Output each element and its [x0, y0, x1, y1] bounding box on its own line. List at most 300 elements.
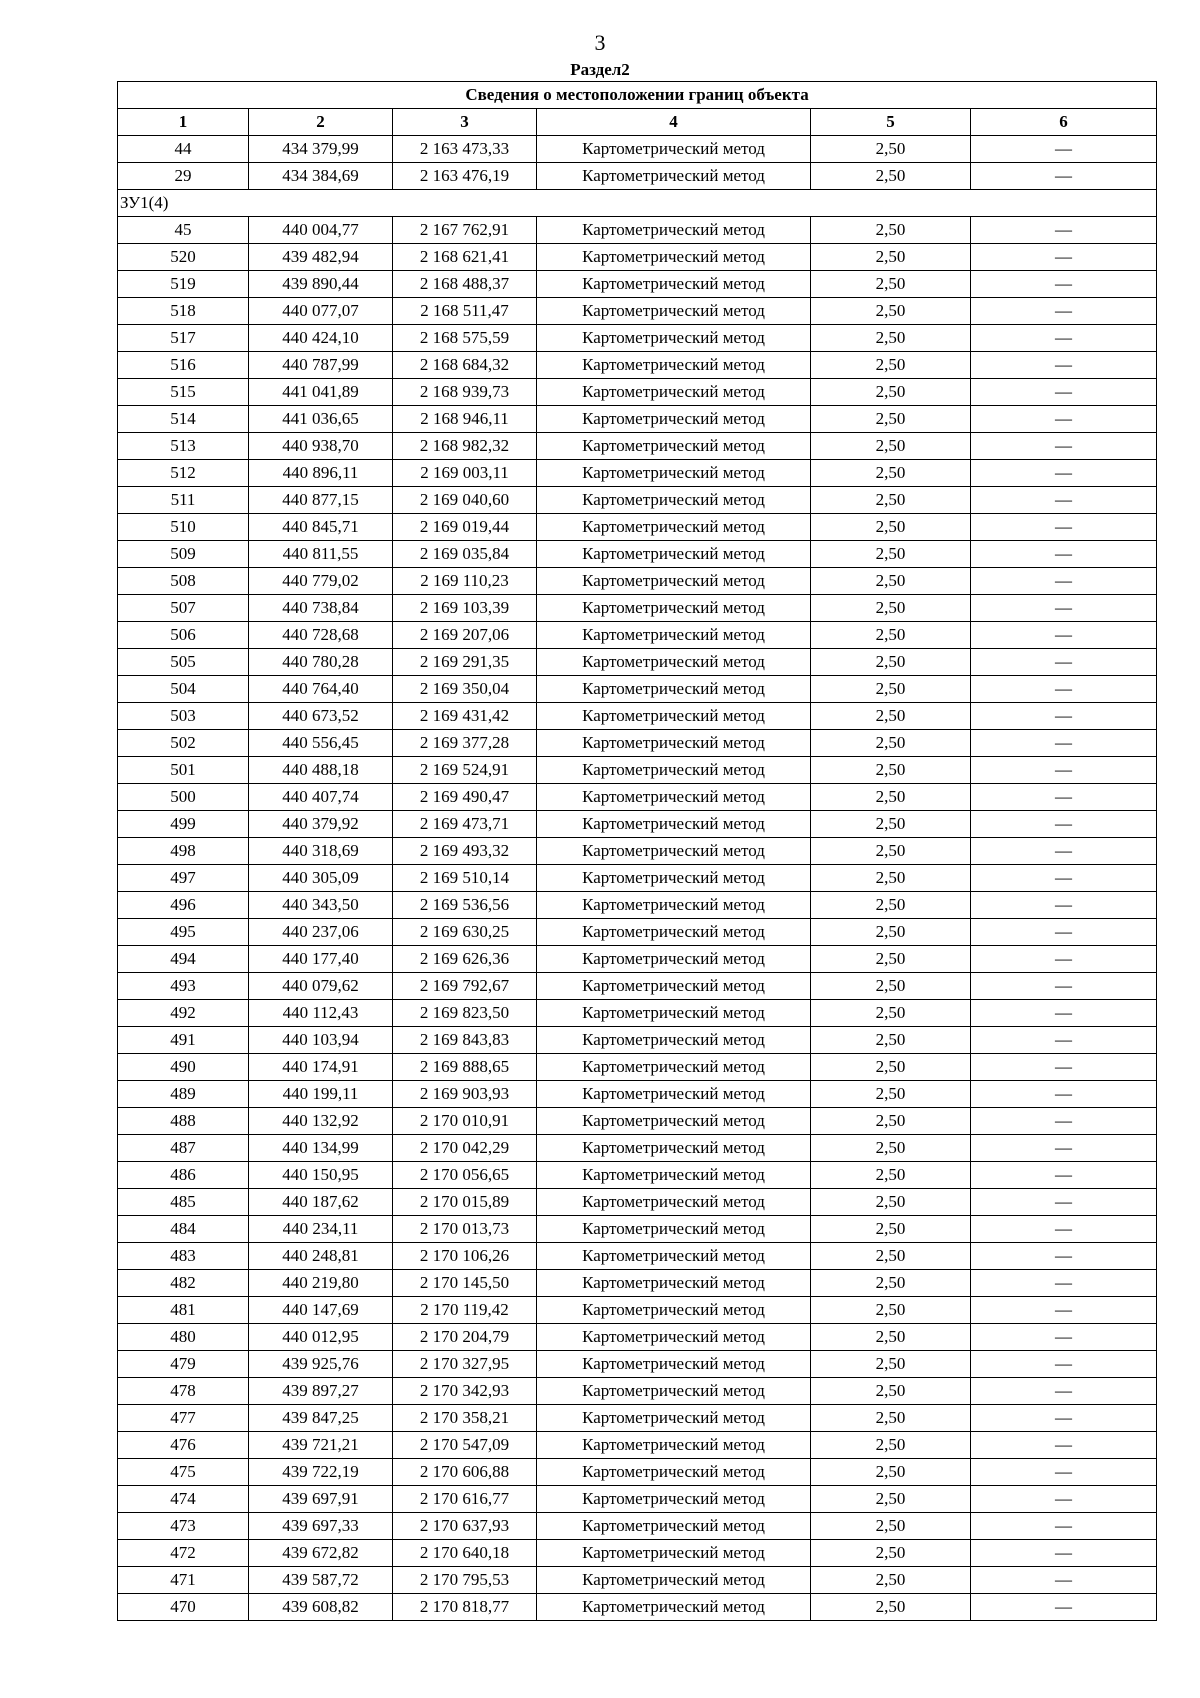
method-cell: Картометрический метод — [537, 487, 811, 514]
y-coordinate-cell: 2 170 342,93 — [393, 1378, 537, 1405]
method-cell: Картометрический метод — [537, 352, 811, 379]
y-coordinate-cell: 2 169 490,47 — [393, 784, 537, 811]
point-number-cell: 518 — [118, 298, 249, 325]
point-number-cell: 479 — [118, 1351, 249, 1378]
note-cell: — — [971, 325, 1157, 352]
y-coordinate-cell: 2 170 056,65 — [393, 1162, 537, 1189]
note-cell: — — [971, 1081, 1157, 1108]
table-row — [118, 973, 1157, 1000]
point-number-cell: 482 — [118, 1270, 249, 1297]
x-coordinate-cell: 440 132,92 — [249, 1108, 393, 1135]
table-row — [118, 919, 1157, 946]
accuracy-cell: 2,50 — [811, 325, 971, 352]
accuracy-cell: 2,50 — [811, 487, 971, 514]
table-row — [118, 325, 1157, 352]
point-number-cell: 480 — [118, 1324, 249, 1351]
note-cell: — — [971, 460, 1157, 487]
note-cell: — — [971, 703, 1157, 730]
x-coordinate-cell: 440 147,69 — [249, 1297, 393, 1324]
table-row — [118, 1540, 1157, 1567]
method-cell: Картометрический метод — [537, 1378, 811, 1405]
y-coordinate-cell: 2 170 327,95 — [393, 1351, 537, 1378]
y-coordinate-cell: 2 169 823,50 — [393, 1000, 537, 1027]
x-coordinate-cell: 440 811,55 — [249, 541, 393, 568]
method-cell: Картометрический метод — [537, 1270, 811, 1297]
table-row — [118, 676, 1157, 703]
note-cell: — — [971, 811, 1157, 838]
note-cell: — — [971, 622, 1157, 649]
accuracy-cell: 2,50 — [811, 217, 971, 244]
y-coordinate-cell: 2 169 792,67 — [393, 973, 537, 1000]
section-title: Раздел2 — [570, 60, 630, 79]
method-cell: Картометрический метод — [537, 757, 811, 784]
point-number-cell: 486 — [118, 1162, 249, 1189]
table-row — [118, 1432, 1157, 1459]
note-cell: — — [971, 1378, 1157, 1405]
x-coordinate-cell: 439 722,19 — [249, 1459, 393, 1486]
x-coordinate-cell: 439 587,72 — [249, 1567, 393, 1594]
method-cell: Картометрический метод — [537, 325, 811, 352]
method-cell: Картометрический метод — [537, 649, 811, 676]
accuracy-cell: 2,50 — [811, 1513, 971, 1540]
note-cell: — — [971, 919, 1157, 946]
x-coordinate-cell: 439 897,27 — [249, 1378, 393, 1405]
accuracy-cell: 2,50 — [811, 649, 971, 676]
table-row — [118, 406, 1157, 433]
y-coordinate-cell: 2 169 630,25 — [393, 919, 537, 946]
x-coordinate-cell: 439 697,33 — [249, 1513, 393, 1540]
table-row — [118, 568, 1157, 595]
note-cell: — — [971, 487, 1157, 514]
note-cell: — — [971, 1216, 1157, 1243]
x-coordinate-cell: 440 103,94 — [249, 1027, 393, 1054]
note-cell: — — [971, 136, 1157, 163]
accuracy-cell: 2,50 — [811, 1351, 971, 1378]
method-cell: Картометрический метод — [537, 244, 811, 271]
x-coordinate-cell: 440 896,11 — [249, 460, 393, 487]
table-row — [118, 541, 1157, 568]
accuracy-cell: 2,50 — [811, 1378, 971, 1405]
point-number-cell: 506 — [118, 622, 249, 649]
table-row — [118, 163, 1157, 190]
x-coordinate-cell: 440 556,45 — [249, 730, 393, 757]
y-coordinate-cell: 2 170 616,77 — [393, 1486, 537, 1513]
table-row — [118, 514, 1157, 541]
note-cell: — — [971, 1540, 1157, 1567]
point-number-cell: 512 — [118, 460, 249, 487]
method-cell: Картометрический метод — [537, 1540, 811, 1567]
x-coordinate-cell: 440 077,07 — [249, 298, 393, 325]
accuracy-cell: 2,50 — [811, 1135, 971, 1162]
point-number-cell: 507 — [118, 595, 249, 622]
x-coordinate-cell: 440 012,95 — [249, 1324, 393, 1351]
note-cell: — — [971, 379, 1157, 406]
point-number-cell: 516 — [118, 352, 249, 379]
y-coordinate-cell: 2 169 040,60 — [393, 487, 537, 514]
y-coordinate-cell: 2 163 473,33 — [393, 136, 537, 163]
y-coordinate-cell: 2 169 536,56 — [393, 892, 537, 919]
accuracy-cell: 2,50 — [811, 244, 971, 271]
accuracy-cell: 2,50 — [811, 1054, 971, 1081]
note-cell: — — [971, 865, 1157, 892]
table-row — [118, 1216, 1157, 1243]
note-cell: — — [971, 217, 1157, 244]
method-cell: Картометрический метод — [537, 730, 811, 757]
point-number-cell: 499 — [118, 811, 249, 838]
y-coordinate-cell: 2 170 818,77 — [393, 1594, 537, 1621]
y-coordinate-cell: 2 170 015,89 — [393, 1189, 537, 1216]
accuracy-cell: 2,50 — [811, 1000, 971, 1027]
method-cell: Картометрический метод — [537, 1027, 811, 1054]
method-cell: Картометрический метод — [537, 1189, 811, 1216]
note-cell: — — [971, 676, 1157, 703]
accuracy-cell: 2,50 — [811, 1459, 971, 1486]
accuracy-cell: 2,50 — [811, 406, 971, 433]
x-coordinate-cell: 440 199,11 — [249, 1081, 393, 1108]
x-coordinate-cell: 440 424,10 — [249, 325, 393, 352]
accuracy-cell: 2,50 — [811, 379, 971, 406]
method-cell: Картометрический метод — [537, 946, 811, 973]
y-coordinate-cell: 2 168 946,11 — [393, 406, 537, 433]
x-coordinate-cell: 440 219,80 — [249, 1270, 393, 1297]
point-number-cell: 490 — [118, 1054, 249, 1081]
accuracy-cell: 2,50 — [811, 1540, 971, 1567]
y-coordinate-cell: 2 169 843,83 — [393, 1027, 537, 1054]
method-cell: Картометрический метод — [537, 1351, 811, 1378]
x-coordinate-cell: 441 041,89 — [249, 379, 393, 406]
x-coordinate-cell: 440 318,69 — [249, 838, 393, 865]
table-row — [118, 1270, 1157, 1297]
note-cell: — — [971, 1567, 1157, 1594]
point-number-cell: 477 — [118, 1405, 249, 1432]
y-coordinate-cell: 2 169 291,35 — [393, 649, 537, 676]
accuracy-cell: 2,50 — [811, 1486, 971, 1513]
note-cell: — — [971, 1162, 1157, 1189]
accuracy-cell: 2,50 — [811, 1081, 971, 1108]
point-number-cell: 44 — [118, 136, 249, 163]
point-number-cell: 29 — [118, 163, 249, 190]
note-cell: — — [971, 1270, 1157, 1297]
accuracy-cell: 2,50 — [811, 784, 971, 811]
y-coordinate-cell: 2 170 640,18 — [393, 1540, 537, 1567]
method-cell: Картометрический метод — [537, 1486, 811, 1513]
y-coordinate-cell: 2 167 762,91 — [393, 217, 537, 244]
point-number-cell: 481 — [118, 1297, 249, 1324]
accuracy-cell: 2,50 — [811, 1297, 971, 1324]
method-cell: Картометрический метод — [537, 1594, 811, 1621]
y-coordinate-cell: 2 170 637,93 — [393, 1513, 537, 1540]
point-number-cell: 472 — [118, 1540, 249, 1567]
table-row — [118, 1000, 1157, 1027]
x-coordinate-cell: 440 112,43 — [249, 1000, 393, 1027]
y-coordinate-cell: 2 169 493,32 — [393, 838, 537, 865]
y-coordinate-cell: 2 170 358,21 — [393, 1405, 537, 1432]
accuracy-cell: 2,50 — [811, 1432, 971, 1459]
point-number-cell: 513 — [118, 433, 249, 460]
y-coordinate-cell: 2 169 110,23 — [393, 568, 537, 595]
method-cell: Картометрический метод — [537, 865, 811, 892]
note-cell: — — [971, 433, 1157, 460]
method-cell: Картометрический метод — [537, 271, 811, 298]
table-row — [118, 892, 1157, 919]
note-cell: — — [971, 1054, 1157, 1081]
point-number-cell: 497 — [118, 865, 249, 892]
method-cell: Картометрический метод — [537, 1000, 811, 1027]
y-coordinate-cell: 2 170 042,29 — [393, 1135, 537, 1162]
x-coordinate-cell: 440 248,81 — [249, 1243, 393, 1270]
y-coordinate-cell: 2 169 903,93 — [393, 1081, 537, 1108]
x-coordinate-cell: 439 847,25 — [249, 1405, 393, 1432]
table-row — [118, 838, 1157, 865]
table-row — [118, 379, 1157, 406]
point-number-cell: 476 — [118, 1432, 249, 1459]
x-coordinate-cell: 440 488,18 — [249, 757, 393, 784]
method-cell: Картометрический метод — [537, 1135, 811, 1162]
x-coordinate-cell: 440 187,62 — [249, 1189, 393, 1216]
method-cell: Картометрический метод — [537, 1162, 811, 1189]
point-number-cell: 488 — [118, 1108, 249, 1135]
x-coordinate-cell: 440 305,09 — [249, 865, 393, 892]
y-coordinate-cell: 2 169 377,28 — [393, 730, 537, 757]
group-row — [118, 190, 1157, 217]
table-row — [118, 244, 1157, 271]
method-cell: Картометрический метод — [537, 622, 811, 649]
point-number-cell: 473 — [118, 1513, 249, 1540]
y-coordinate-cell: 2 169 019,44 — [393, 514, 537, 541]
note-cell: — — [971, 1297, 1157, 1324]
note-cell: — — [971, 1135, 1157, 1162]
method-cell: Картометрический метод — [537, 406, 811, 433]
table-row — [118, 1405, 1157, 1432]
table-row — [118, 757, 1157, 784]
point-number-cell: 517 — [118, 325, 249, 352]
method-cell: Картометрический метод — [537, 433, 811, 460]
x-coordinate-cell: 439 925,76 — [249, 1351, 393, 1378]
x-coordinate-cell: 440 343,50 — [249, 892, 393, 919]
method-cell: Картометрический метод — [537, 919, 811, 946]
x-coordinate-cell: 439 890,44 — [249, 271, 393, 298]
table-row — [118, 1513, 1157, 1540]
x-coordinate-cell: 440 779,02 — [249, 568, 393, 595]
accuracy-cell: 2,50 — [811, 838, 971, 865]
table-row — [118, 1378, 1157, 1405]
group-row-section — [118, 190, 1157, 217]
table-row — [118, 1486, 1157, 1513]
accuracy-cell: 2,50 — [811, 1108, 971, 1135]
accuracy-cell: 2,50 — [811, 352, 971, 379]
y-coordinate-cell: 2 169 207,06 — [393, 622, 537, 649]
point-number-cell: 502 — [118, 730, 249, 757]
note-cell: — — [971, 1243, 1157, 1270]
accuracy-cell: 2,50 — [811, 298, 971, 325]
note-cell: — — [971, 406, 1157, 433]
accuracy-cell: 2,50 — [811, 703, 971, 730]
y-coordinate-cell: 2 169 103,39 — [393, 595, 537, 622]
note-cell: — — [971, 1351, 1157, 1378]
x-coordinate-cell: 439 721,21 — [249, 1432, 393, 1459]
y-coordinate-cell: 2 170 010,91 — [393, 1108, 537, 1135]
note-cell: — — [971, 1432, 1157, 1459]
page-number: 3 — [594, 30, 606, 55]
y-coordinate-cell: 2 169 035,84 — [393, 541, 537, 568]
note-cell: — — [971, 1486, 1157, 1513]
y-coordinate-cell: 2 169 473,71 — [393, 811, 537, 838]
y-coordinate-cell: 2 170 204,79 — [393, 1324, 537, 1351]
note-cell: — — [971, 730, 1157, 757]
group-label: ЗУ1(4) — [118, 190, 1157, 217]
accuracy-cell: 2,50 — [811, 865, 971, 892]
y-coordinate-cell: 2 169 626,36 — [393, 946, 537, 973]
table-row — [118, 865, 1157, 892]
method-cell: Картометрический метод — [537, 460, 811, 487]
x-coordinate-cell: 440 234,11 — [249, 1216, 393, 1243]
boundary-coordinates-table — [117, 81, 1157, 1621]
table-row — [118, 1135, 1157, 1162]
note-cell: — — [971, 1027, 1157, 1054]
point-number-cell: 501 — [118, 757, 249, 784]
x-coordinate-cell: 440 787,99 — [249, 352, 393, 379]
method-cell: Картометрический метод — [537, 1459, 811, 1486]
point-number-cell: 483 — [118, 1243, 249, 1270]
note-cell: — — [971, 1324, 1157, 1351]
note-cell: — — [971, 1000, 1157, 1027]
x-coordinate-cell: 439 697,91 — [249, 1486, 393, 1513]
point-number-cell: 478 — [118, 1378, 249, 1405]
method-cell: Картометрический метод — [537, 1108, 811, 1135]
point-number-cell: 474 — [118, 1486, 249, 1513]
point-number-cell: 503 — [118, 703, 249, 730]
column-header: 5 — [811, 109, 971, 136]
x-coordinate-cell: 440 237,06 — [249, 919, 393, 946]
table-row — [118, 622, 1157, 649]
table-row — [118, 352, 1157, 379]
note-cell: — — [971, 595, 1157, 622]
rows-before-group — [118, 136, 1157, 190]
accuracy-cell: 2,50 — [811, 514, 971, 541]
x-coordinate-cell: 441 036,65 — [249, 406, 393, 433]
point-number-cell: 515 — [118, 379, 249, 406]
note-cell: — — [971, 1459, 1157, 1486]
table-row — [118, 1108, 1157, 1135]
group-rows — [118, 217, 1157, 1621]
table-row — [118, 1027, 1157, 1054]
x-coordinate-cell: 440 177,40 — [249, 946, 393, 973]
x-coordinate-cell: 439 672,82 — [249, 1540, 393, 1567]
accuracy-cell: 2,50 — [811, 1567, 971, 1594]
table-row — [118, 487, 1157, 514]
table-row — [118, 136, 1157, 163]
note-cell: — — [971, 568, 1157, 595]
accuracy-cell: 2,50 — [811, 946, 971, 973]
x-coordinate-cell: 440 738,84 — [249, 595, 393, 622]
table-row — [118, 784, 1157, 811]
accuracy-cell: 2,50 — [811, 676, 971, 703]
y-coordinate-cell: 2 170 119,42 — [393, 1297, 537, 1324]
table-row — [118, 271, 1157, 298]
table-row — [118, 1243, 1157, 1270]
note-cell: — — [971, 163, 1157, 190]
note-cell: — — [971, 1594, 1157, 1621]
method-cell: Картометрический метод — [537, 217, 811, 244]
accuracy-cell: 2,50 — [811, 1216, 971, 1243]
method-cell: Картометрический метод — [537, 568, 811, 595]
point-number-cell: 485 — [118, 1189, 249, 1216]
note-cell: — — [971, 1108, 1157, 1135]
table-title: Сведения о местоположении границ объекта — [118, 82, 1157, 109]
method-cell: Картометрический метод — [537, 811, 811, 838]
method-cell: Картометрический метод — [537, 595, 811, 622]
table-row — [118, 217, 1157, 244]
accuracy-cell: 2,50 — [811, 460, 971, 487]
x-coordinate-cell: 440 845,71 — [249, 514, 393, 541]
point-number-cell: 45 — [118, 217, 249, 244]
method-cell: Картометрический метод — [537, 379, 811, 406]
accuracy-cell: 2,50 — [811, 1189, 971, 1216]
point-number-cell: 471 — [118, 1567, 249, 1594]
x-coordinate-cell: 434 379,99 — [249, 136, 393, 163]
method-cell: Картометрический метод — [537, 163, 811, 190]
point-number-cell: 504 — [118, 676, 249, 703]
note-cell: — — [971, 1405, 1157, 1432]
note-cell: — — [971, 352, 1157, 379]
x-coordinate-cell: 440 877,15 — [249, 487, 393, 514]
method-cell: Картометрический метод — [537, 838, 811, 865]
table-row — [118, 1459, 1157, 1486]
table-row — [118, 460, 1157, 487]
note-cell: — — [971, 784, 1157, 811]
table-row — [118, 703, 1157, 730]
table-row — [118, 1567, 1157, 1594]
table-row — [118, 649, 1157, 676]
method-cell: Картометрический метод — [537, 541, 811, 568]
accuracy-cell: 2,50 — [811, 919, 971, 946]
point-number-cell: 487 — [118, 1135, 249, 1162]
accuracy-cell: 2,50 — [811, 757, 971, 784]
accuracy-cell: 2,50 — [811, 271, 971, 298]
table-row — [118, 1162, 1157, 1189]
method-cell: Картометрический метод — [537, 298, 811, 325]
x-coordinate-cell: 440 150,95 — [249, 1162, 393, 1189]
table-row — [118, 1054, 1157, 1081]
y-coordinate-cell: 2 170 013,73 — [393, 1216, 537, 1243]
note-cell: — — [971, 838, 1157, 865]
method-cell: Картометрический метод — [537, 892, 811, 919]
point-number-cell: 493 — [118, 973, 249, 1000]
x-coordinate-cell: 440 938,70 — [249, 433, 393, 460]
x-coordinate-cell: 440 079,62 — [249, 973, 393, 1000]
point-number-cell: 491 — [118, 1027, 249, 1054]
method-cell: Картометрический метод — [537, 1432, 811, 1459]
x-coordinate-cell: 440 379,92 — [249, 811, 393, 838]
y-coordinate-cell: 2 169 510,14 — [393, 865, 537, 892]
y-coordinate-cell: 2 168 939,73 — [393, 379, 537, 406]
point-number-cell: 514 — [118, 406, 249, 433]
x-coordinate-cell: 439 608,82 — [249, 1594, 393, 1621]
note-cell: — — [971, 973, 1157, 1000]
point-number-cell: 498 — [118, 838, 249, 865]
method-cell: Картометрический метод — [537, 1054, 811, 1081]
x-coordinate-cell: 440 407,74 — [249, 784, 393, 811]
method-cell: Картометрический метод — [537, 136, 811, 163]
accuracy-cell: 2,50 — [811, 1594, 971, 1621]
note-cell: — — [971, 271, 1157, 298]
note-cell: — — [971, 298, 1157, 325]
y-coordinate-cell: 2 168 511,47 — [393, 298, 537, 325]
table-row — [118, 595, 1157, 622]
column-header: 2 — [249, 109, 393, 136]
x-coordinate-cell: 440 174,91 — [249, 1054, 393, 1081]
y-coordinate-cell: 2 169 524,91 — [393, 757, 537, 784]
